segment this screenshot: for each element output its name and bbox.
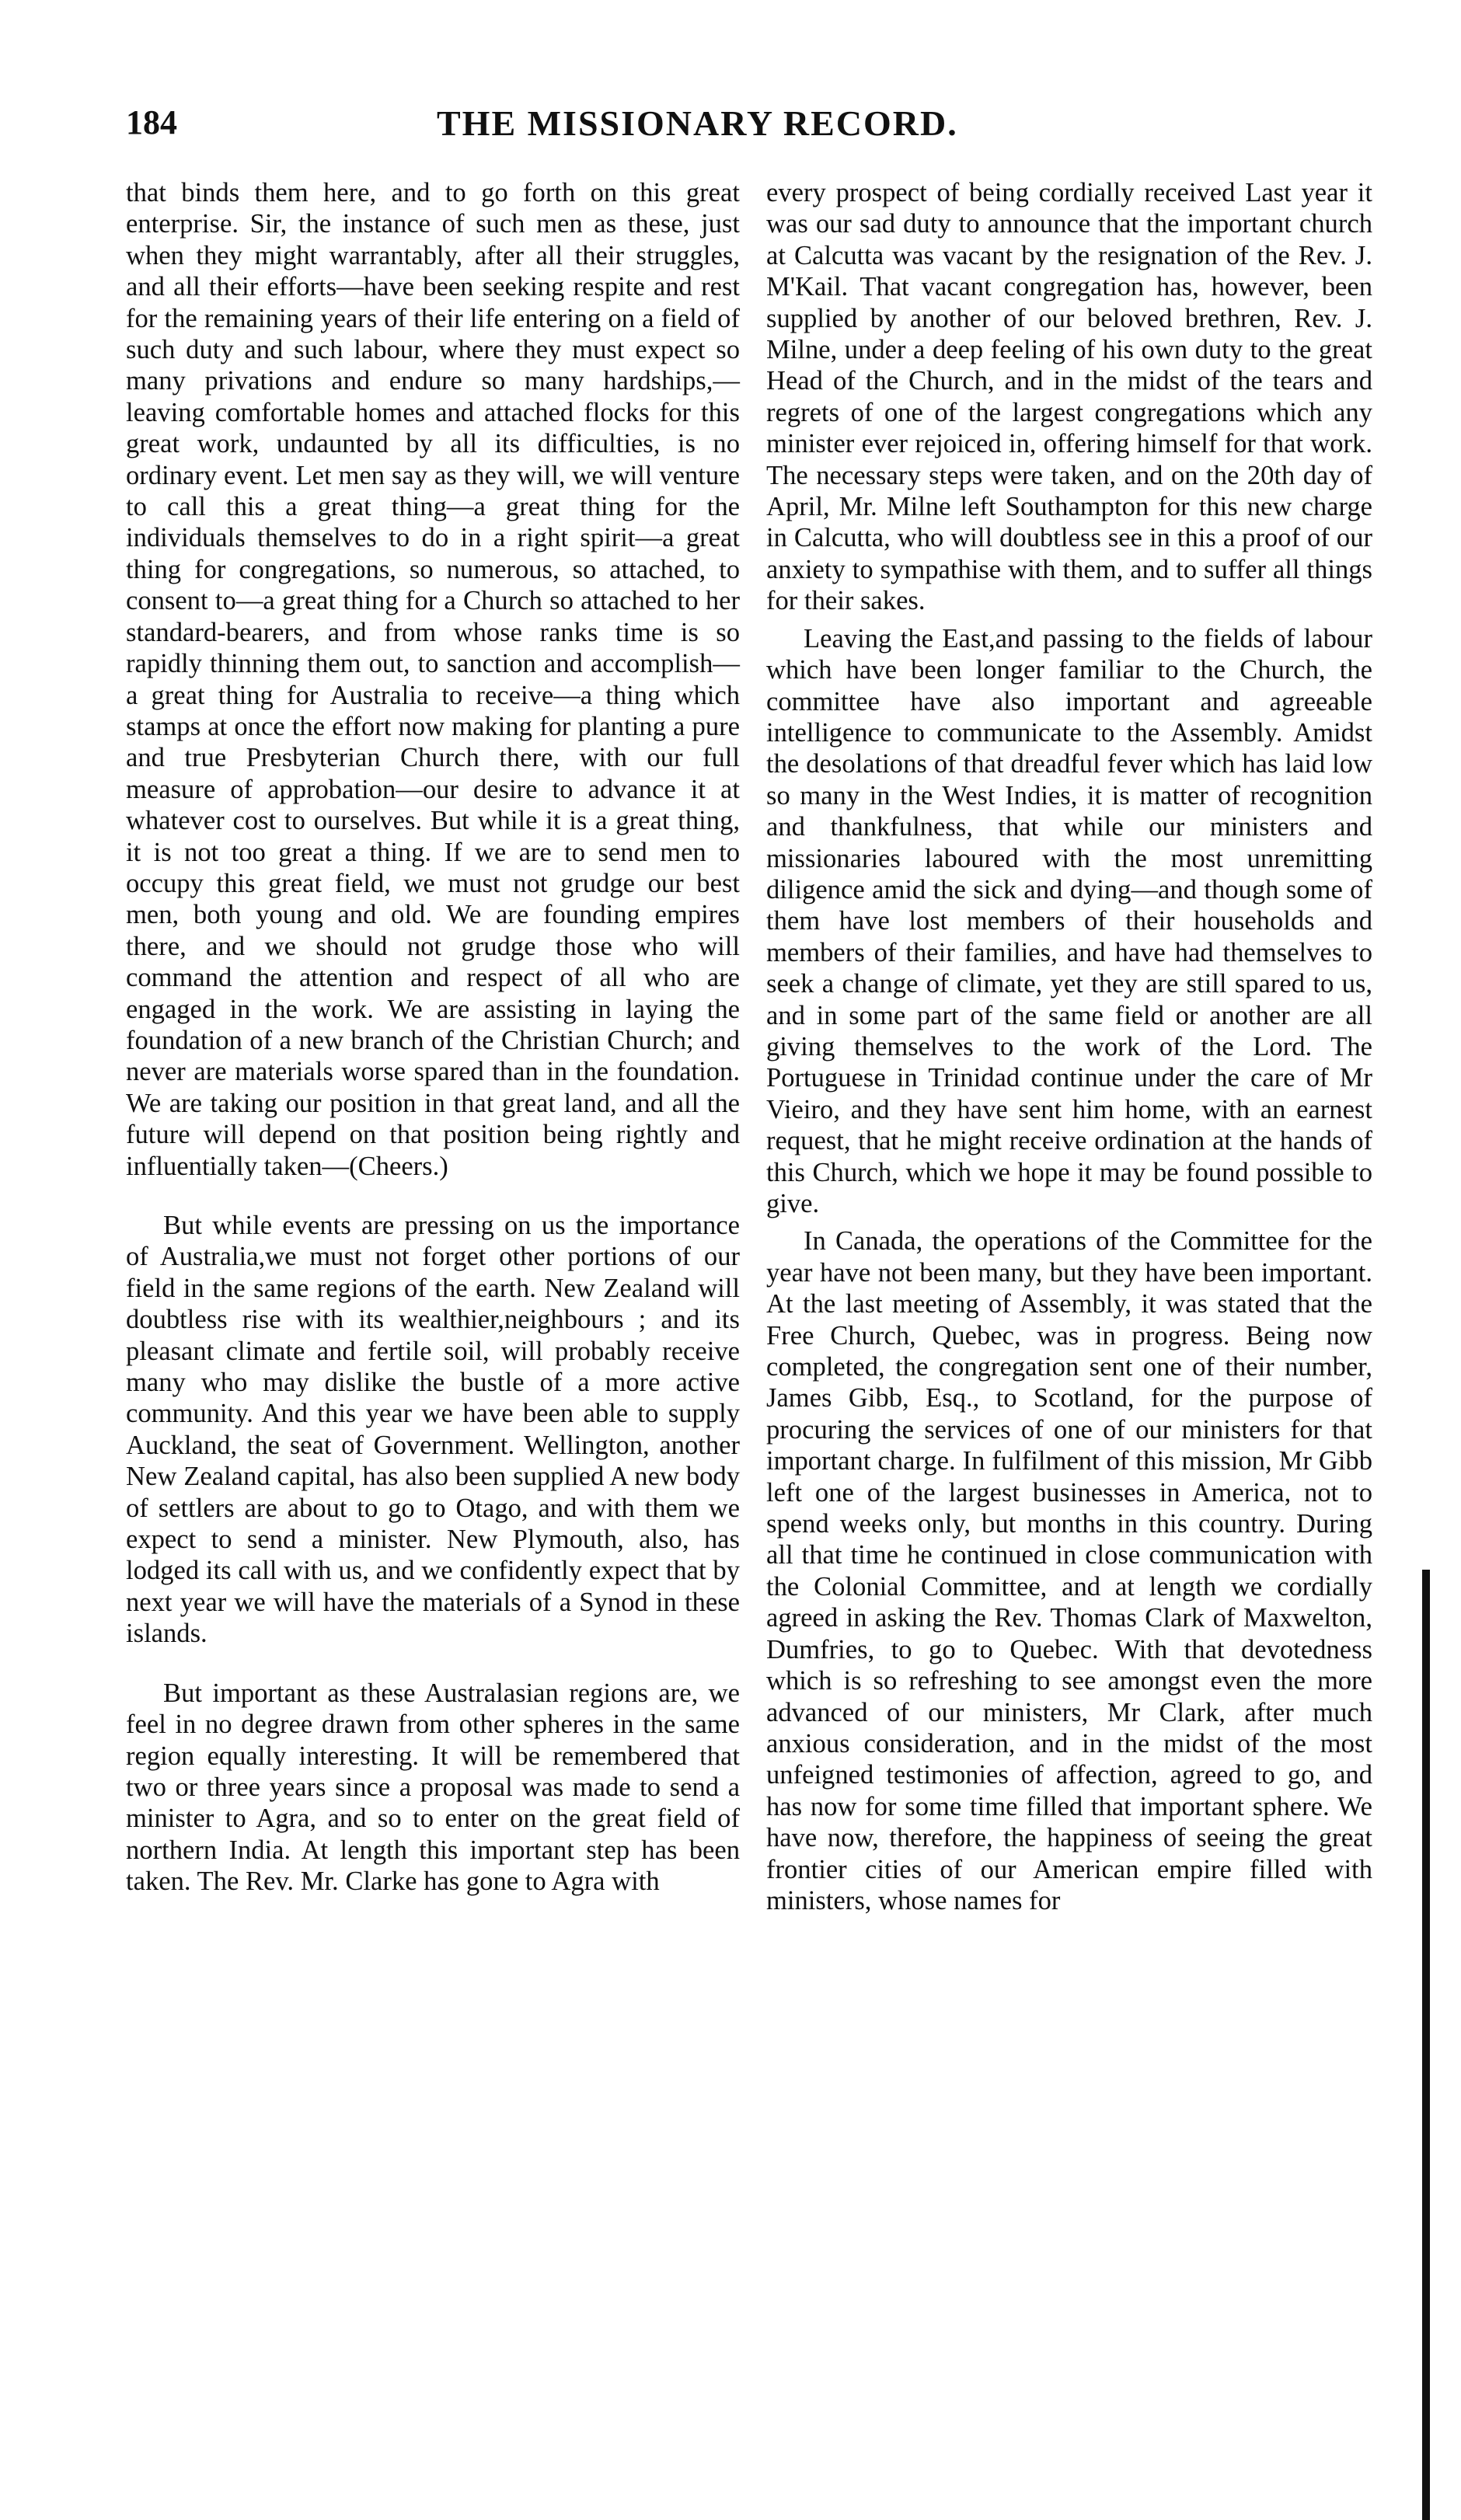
page-edge-shadow (1422, 1570, 1430, 2520)
paragraph: Leaving the East,and passing to the fields of labour which have been longer familiar to the Church, the committee have also important and agreeable intelligence to communicate to the Assembly. Amidst the desolations of that dreadful fever which has laid low so many in the West Indies, it is matter of recognition and thankfulness, that while our ministers and missionaries laboured with the most unremitting diligence amid the sick and dying—and though some of them have lost members of their households and members of their families, and have had themselves to seek a change of climate, yet they are still spared to us, and in some part of the same field or another are all giving themselves to the work of the Lord. The Portuguese in Trinidad continue under the care of Mr Vieiro, and they have sent him home, with an earnest request, that he might receive ordination at the hands of this Church, which we hope it may be found possible to give. (766, 623, 1372, 1218)
left-column (126, 177, 740, 1898)
paragraph: But while events are pressing on us the importance of Australia,we must not forget other portions of our field in the same regions of the earth. New Zealand will doubtless rise with its wealthier,neighbours ; and its pleasant climate and fertile soil, will probably receive many who may dislike the bustle of a more active community. And this year we have been able to supply Auckland, the seat of Government. Wellington, another New Zealand capital, has also been supplied A new body of settlers are about to go to Otago, and with them we expect to send a minister. New Plymouth, also, has lodged its call with us, and we confidently expect that by next year we will have the materials of a Synod in these islands. (126, 1211, 740, 1649)
page-number: 184 (126, 103, 177, 141)
paragraph: But important as these Australasian regions are, we feel in no degree drawn from other spheres in the same region equally interesting. It will be remembered that two or three years since a proposal was made to send a minister to Agra, and so to enter on the great field of northern India. At length this important step has been taken. The Rev. Mr. Clarke has gone to Agra with (126, 1678, 740, 1897)
paragraph: In Canada, the operations of the Committee for the year have not been many, but they have been important. At the last meeting of Assembly, it was stated that the Free Church, Quebec, was in progress. Being now completed, the congregation sent one of their number, James Gibb, Esq., to Scotland, for the purpose of procuring the services of one of our ministers for that important charge. In fulfilment of this mission, Mr Gibb left one of the largest businesses in America, not to spend weeks only, but months in this country. During all that time he continued in close communication with the Colonial Committee, and at length we cordially agreed in asking the Rev. Thomas Clark of Maxwelton, Dumfries, to go to Quebec. With that devotedness which is so refreshing to see amongst even the more advanced of our ministers, Mr Clark, after much anxious consideration, and in the midst of the most unfeigned testimonies of affection, agreed to go, and has now for some time filled that important sphere. We have now, therefore, the happiness of seeing the great frontier cities of our American empire filled with ministers, whose names for (766, 1226, 1372, 1915)
paragraph: that binds them here, and to go forth on this great enterprise. Sir, the instance of such men as these, just when they might warrantably, after all their struggles, and all their efforts—have been seeking respite and rest for the remaining years of their life entering on a field of such duty and such labour, where they must expect so many privations and endure so many hardships,—leaving comfortable homes and attached flocks for this great work, undaunted by all its difficulties, is no ordinary event. Let men say as they will, we will venture to call this a great thing—a great thing for the individuals themselves to do in a right spirit—a great thing for congregations, so numerous, so attached, to consent to—a great thing for a Church so attached to her standard-bearers, and from whose ranks time is so rapidly thinning them out, to sanction and accomplish—a great thing for Australia to receive—a thing which stamps at once the effort now making for planting a pure and true Presbyterian Church there, with our full measure of approbation—our desire to advance it at whatever cost to ourselves. But while it is a great thing, it is not too great a thing. If we are to send men to occupy this great field, we must not grudge our best men, both young and old. We are founding empires there, and we should not grudge those who will command the attention and respect of all who are engaged in the work. We are assisting in laying the foundation of a new branch of the Christian Church; and never are materials worse spared than in the foundation. We are taking our position in that great land, and all the future will depend on that position being rightly and influentially taken—(Cheers.) (126, 178, 740, 1181)
running-title: THE MISSIONARY RECORD. (437, 103, 958, 143)
paragraph: every prospect of being cordially received Last year it was our sad duty to announce that the important church at Calcutta was vacant by the resignation of the Rev. J. M'Kail. That vacant congregation has, however, been supplied by another of our beloved brethren, Rev. J. Milne, under a deep feeling of his own duty to the great Head of the Church, and in the midst of the tears and regrets of one of the largest congregations which any minister ever rejoiced in, offering himself for that work. The necessary steps were taken, and on the 20th day of April, Mr. Milne left Southampton for this new charge in Calcutta, who will doubtless see in this a proof of our anxiety to sympathise with them, and to suffer all things for their sakes. (766, 178, 1372, 616)
page-header (126, 103, 1369, 173)
right-column (766, 177, 1372, 1916)
